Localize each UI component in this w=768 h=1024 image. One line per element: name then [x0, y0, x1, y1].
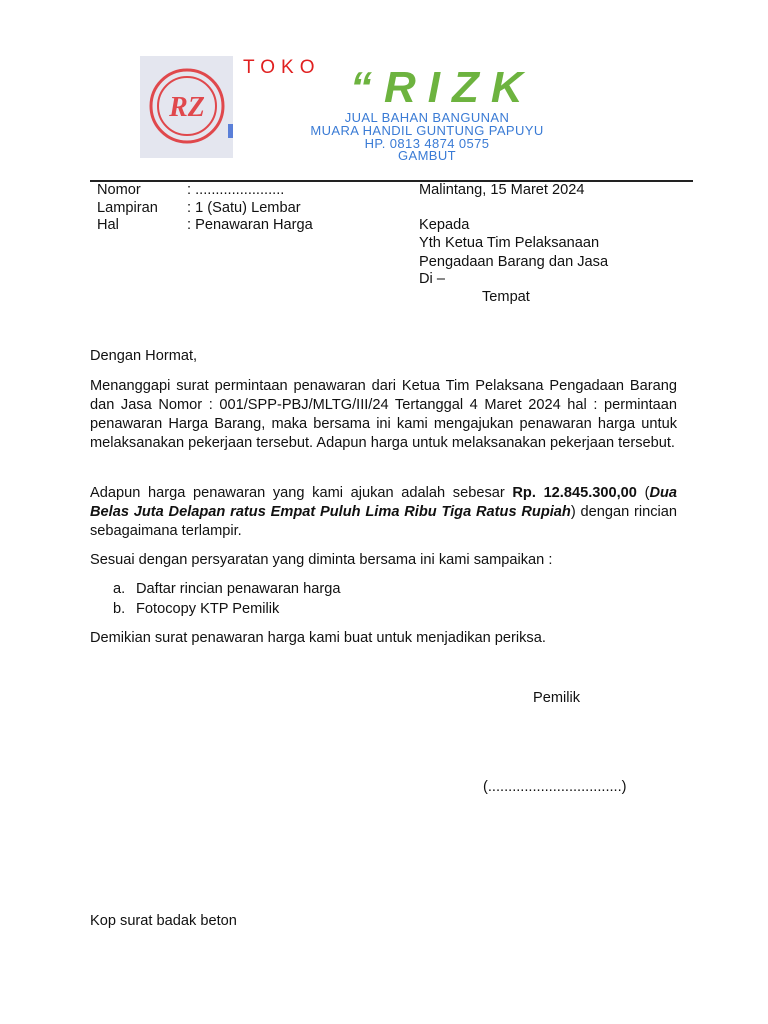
header-divider: [90, 180, 693, 182]
paragraph-3: Sesuai dengan persyaratan yang diminta bersama ini kami sampaikan :: [90, 552, 553, 568]
list-item-b: Fotocopy KTP Pemilik: [136, 601, 280, 617]
meta-value-lampiran: : 1 (Satu) Lembar: [187, 200, 301, 216]
recipient-line-2: Yth Ketua Tim Pelaksanaan: [419, 235, 600, 251]
subtitle-line-1: JUAL BAHAN BANGUNAN: [344, 110, 510, 125]
paragraph-1: Menanggapi surat permintaan penawaran dari Ketua Tim Pelaksana Pengadaan Barang dan Jasa Nomor : 001/SPP-PBJ/MLTG/III/24 Tertanggal 4 Maret 2024 hal : permintaan penawaran Harga Barang, maka bersama ini kami mengajukan penawaran harga untuk melaksanakan pekerjaan tersebut. Adapun harga untuk melaksanakan pekerjaan tersebut.: [90, 378, 677, 451]
list-item-a: Daftar rincian penawaran harga: [136, 581, 341, 597]
paragraph-2-post: ) dengan rincian sebagaimana terlampir.: [90, 504, 677, 539]
paragraph-2: [90, 484, 677, 541]
paragraph-2-pre: Adapun harga penawaran yang kami ajukan adalah sebesar: [90, 485, 513, 501]
recipient-line-1: Kepada: [419, 217, 470, 233]
recipient-line-5: Tempat: [482, 289, 530, 305]
list-marker-a: a.: [113, 581, 126, 597]
recipient-line-4: Di –: [419, 271, 445, 287]
subtitle-line-2: MUARA HANDIL GUNTUNG PAPUYU: [310, 123, 544, 138]
paragraph-2-open: (: [636, 485, 650, 501]
toko-label: TOKO: [243, 57, 321, 78]
meta-value-nomor: : ......................: [187, 182, 285, 198]
footer-note: Kop surat badak beton: [90, 913, 237, 929]
closing-sentence: Demikian surat penawaran harga kami buat untuk menjadikan periksa.: [90, 630, 546, 646]
signature-name: (.................................): [483, 779, 627, 795]
logo-text: RZ: [169, 92, 205, 123]
logo-stamp: [140, 56, 233, 158]
logo-edge-mark: [228, 124, 233, 138]
meta-value-hal: : Penawaran Harga: [187, 217, 313, 233]
offer-amount-words: Dua Belas Juta Delapan ratus Empat Puluh Lima Ribu Tiga Ratus Rupiah: [90, 485, 678, 520]
list-marker-b: b.: [113, 601, 126, 617]
offer-amount: Rp. 12.845.300,00: [512, 485, 637, 501]
salutation: Dengan Hormat,: [90, 348, 198, 364]
meta-label-nomor: Nomor: [97, 182, 141, 198]
rz-logo-icon: [140, 56, 233, 158]
subtitle-line-4: GAMBUT: [397, 148, 456, 163]
signature-title: Pemilik: [533, 690, 581, 706]
meta-label-hal: Hal: [97, 217, 119, 233]
meta-label-lampiran: Lampiran: [97, 200, 158, 216]
date-line: Malintang, 15 Maret 2024: [419, 182, 585, 198]
recipient-line-3: Pengadaan Barang dan Jasa: [419, 254, 609, 270]
brand-name: “RIZK: [350, 63, 535, 112]
subtitle-line-3: HP. 0813 4874 0575: [364, 136, 490, 151]
